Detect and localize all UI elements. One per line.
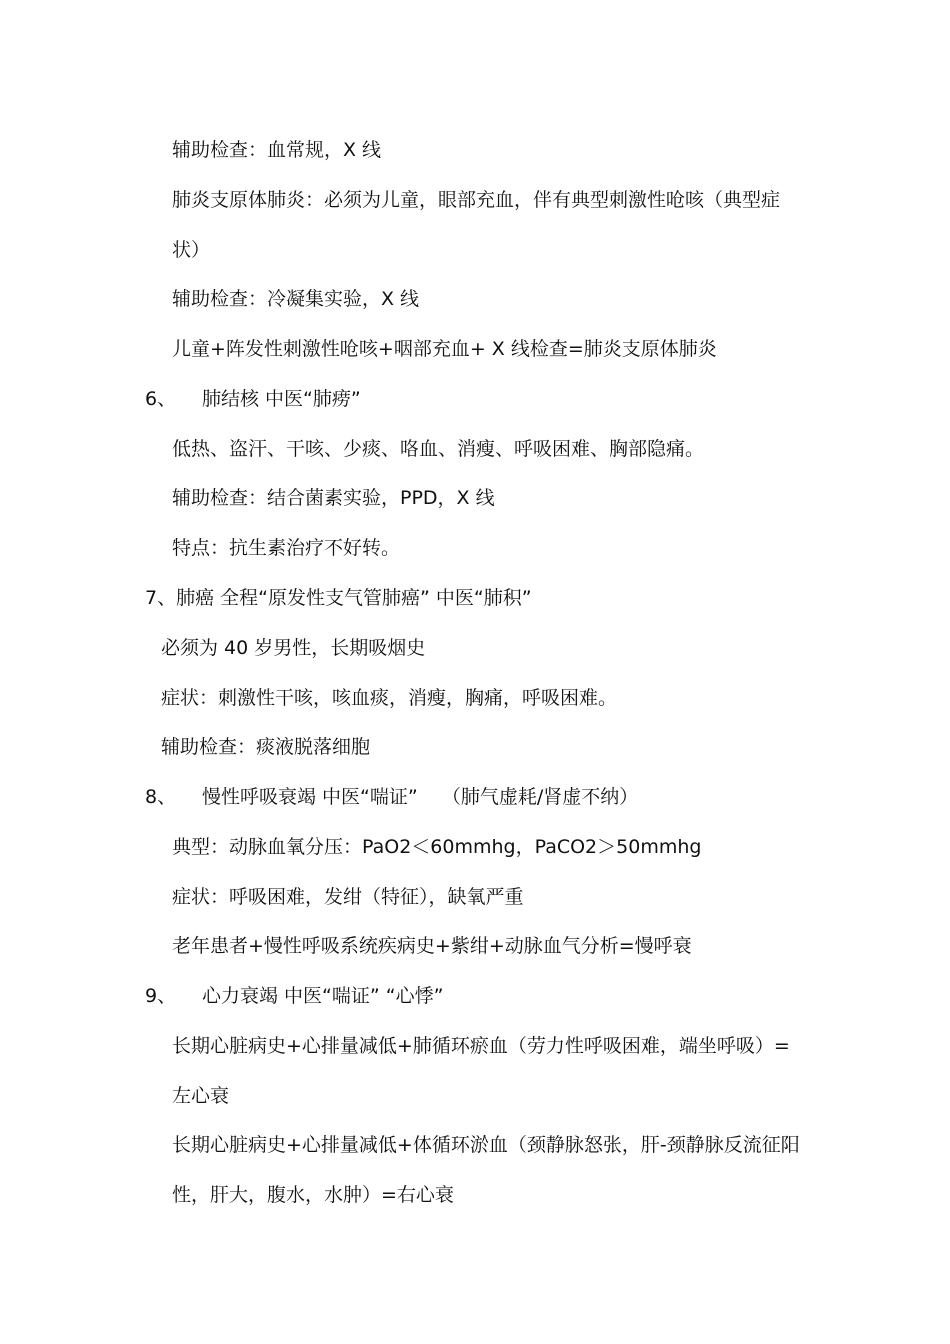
text-line: 辅助检查：痰液脱落细胞 [161, 736, 371, 758]
text-line: 症状：刺激性干咳，咳血痰，消瘦，胸痛，呼吸困难。 [161, 687, 618, 709]
section-number: 9、 [145, 985, 177, 1007]
section-heading-7: 7、肺癌 全程“原发性支气管肺癌” 中医“肺积” [145, 587, 532, 609]
text-line: 肺炎支原体肺炎：必须为儿童，眼部充血，伴有典型刺激性呛咳（典型症 [172, 189, 781, 211]
section-title: 心力衰竭 中医“喘证” “心悸” [202, 985, 444, 1007]
text-line: 长期心脏病史+心排量减低+体循环淤血（颈静脉怒张，肝-颈静脉反流征阳 [172, 1134, 800, 1156]
text-line: 特点：抗生素治疗不好转。 [172, 537, 401, 559]
text-line: 老年患者+慢性呼吸系统疾病史+紫绀+动脉血气分析=慢呼衰 [172, 935, 692, 957]
section-title: 肺结核 中医“肺痨” [202, 388, 361, 410]
text-line: 辅助检查：冷凝集实验，X 线 [172, 288, 420, 310]
text-line: 典型：动脉血氧分压：PaO2＜60mmhg，PaCO2＞50mmhg [172, 836, 702, 858]
text-line: 儿童+阵发性刺激性呛咳+咽部充血+ X 线检查=肺炎支原体肺炎 [172, 338, 717, 360]
text-line: 性，肝大，腹水，水肿）=右心衰 [172, 1184, 454, 1206]
section-number: 6、 [145, 388, 177, 410]
section-title: 慢性呼吸衰竭 中医“喘证” （肺气虚耗/肾虚不纳） [202, 786, 639, 808]
text-line: 症状：呼吸困难，发绀（特征），缺氧严重 [172, 886, 524, 908]
text-line: 低热、盗汗、干咳、少痰、咯血、消瘦、呼吸困难、胸部隐痛。 [172, 438, 705, 460]
text-line: 辅助检查：血常规，X 线 [172, 139, 382, 161]
section-number: 8、 [145, 786, 177, 808]
text-line: 长期心脏病史+心排量减低+肺循环瘀血（劳力性呼吸困难，端坐呼吸）= [172, 1035, 790, 1057]
text-line: 左心衰 [172, 1085, 230, 1107]
text-line: 辅助检查：结合菌素实验，PPD，X 线 [172, 487, 495, 509]
text-line: 状） [172, 239, 211, 261]
text-line: 必须为 40 岁男性，长期吸烟史 [161, 637, 426, 659]
